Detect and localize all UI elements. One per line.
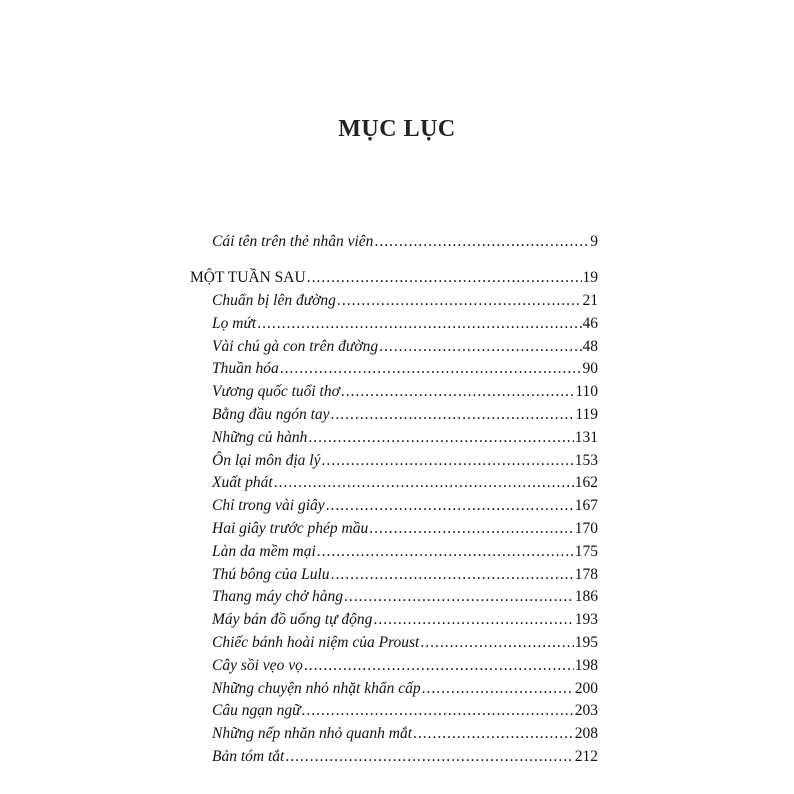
toc-entry-page: 212 — [574, 748, 598, 765]
toc-entry-page: 203 — [574, 702, 598, 720]
toc-entry-label: Chỉ trong vài giây — [212, 497, 325, 515]
toc-entry-label: Vài chú gà con trên đường — [212, 337, 379, 355]
toc-entry-label: Xuất phát — [212, 474, 273, 492]
dot-leader — [257, 313, 581, 335]
toc-entry — [212, 450, 598, 472]
toc-entry-page: 90 — [582, 360, 598, 378]
toc-entry — [212, 586, 598, 608]
dot-leader — [307, 267, 582, 289]
toc-entry-label: Những củ hành — [212, 428, 308, 446]
toc-entry-page: 46 — [582, 314, 598, 332]
toc-entry-page: 178 — [574, 565, 598, 583]
toc-entry-label: Câu ngạn ngữ — [212, 702, 301, 720]
toc-entry — [212, 404, 598, 426]
dot-leader — [285, 746, 573, 768]
toc-entry — [212, 313, 598, 335]
toc-entry — [212, 609, 598, 631]
dot-leader — [344, 586, 574, 608]
toc-entry — [212, 290, 598, 312]
dot-leader — [413, 723, 574, 745]
toc-entry-label: Thú bông của Lulu — [212, 565, 330, 583]
toc-entry — [212, 472, 598, 494]
dot-leader — [317, 541, 574, 563]
toc-entry-page: 110 — [575, 383, 598, 401]
toc-entry-page: 198 — [574, 656, 598, 674]
dot-leader — [420, 632, 573, 654]
toc-entry — [212, 746, 598, 768]
toc-entry — [212, 541, 598, 563]
toc-entry-page: 48 — [582, 337, 598, 355]
toc-entry-intro — [212, 231, 598, 253]
dot-leader — [341, 381, 574, 403]
toc-entry-label: Cây sồi vẹo vọ — [212, 656, 303, 674]
toc-entry — [212, 358, 598, 380]
toc-entry-page: 153 — [574, 451, 598, 469]
toc-entry — [212, 381, 598, 403]
toc-entry-label: Bản tóm tắt — [212, 748, 285, 765]
dot-leader — [369, 518, 574, 540]
toc-entry-label: Ôn lại môn địa lý — [212, 451, 321, 469]
dot-leader — [326, 495, 574, 517]
toc-entry-page: 9 — [590, 233, 598, 250]
dot-leader — [308, 427, 573, 449]
toc-entry-page: 21 — [582, 292, 598, 309]
toc-entry-label: Bằng đầu ngón tay — [212, 406, 330, 423]
toc-entry — [212, 678, 598, 700]
toc-entry-page: 119 — [575, 406, 598, 423]
dot-leader — [331, 564, 574, 586]
toc-entry-page: 170 — [574, 520, 598, 537]
toc-entry-page: 200 — [574, 679, 598, 697]
toc-entry-label: Chuẩn bị lên đường — [212, 292, 336, 309]
dot-leader — [331, 404, 575, 426]
page-title: MỤC LỤC — [338, 116, 456, 142]
toc-entry-label: Hai giây trước phép mầu — [212, 520, 369, 537]
dot-leader — [302, 700, 574, 722]
toc-entry-page: 131 — [574, 428, 598, 446]
dot-leader — [374, 231, 589, 253]
toc-entry-label: Những nếp nhăn nhỏ quanh mắt — [212, 725, 413, 743]
dot-leader — [322, 450, 574, 472]
toc-entry-page: 167 — [574, 497, 598, 515]
toc-entry-label: Vương quốc tuổi thơ — [212, 383, 340, 401]
toc-entry — [212, 564, 598, 586]
toc-entry-label: Làn da mềm mại — [212, 542, 316, 560]
toc-entry — [212, 632, 598, 654]
toc-entry-page: 193 — [574, 611, 598, 629]
toc-entry — [212, 427, 598, 449]
toc-entry-label: Thang máy chở hàng — [212, 588, 343, 606]
dot-leader — [280, 358, 582, 380]
toc-entry-page: 162 — [574, 474, 598, 492]
toc-entry — [212, 700, 598, 722]
toc-part-heading — [190, 267, 598, 289]
dot-leader — [379, 336, 581, 358]
toc-entry — [212, 723, 598, 745]
dot-leader — [337, 290, 582, 312]
toc-entry-page: 186 — [574, 588, 598, 606]
toc-entry — [212, 336, 598, 358]
toc-entry-label: Máy bán đồ uống tự động — [212, 611, 373, 629]
toc-entry — [212, 655, 598, 677]
toc-part-page: 19 — [582, 269, 598, 286]
dot-leader — [373, 609, 573, 631]
dot-leader — [422, 678, 574, 700]
toc-entry-label: Thuần hóa — [212, 360, 279, 378]
toc-entry-label: Lọ mứt — [212, 314, 257, 332]
toc-entry — [212, 518, 598, 540]
dot-leader — [304, 655, 574, 677]
toc-entry-label: Chiếc bánh hoài niệm của Proust — [212, 634, 420, 651]
dot-leader — [274, 472, 574, 494]
toc-entry-page: 208 — [574, 725, 598, 743]
toc-entry-page: 175 — [574, 542, 598, 560]
toc-entry-page: 195 — [574, 634, 598, 651]
toc-entry — [212, 495, 598, 517]
toc-entry-label: Cái tên trên thẻ nhân viên — [212, 233, 374, 250]
toc-part-label: MỘT TUẦN SAU — [190, 269, 306, 286]
toc-entry-label: Những chuyện nhỏ nhặt khẩn cấp — [212, 679, 421, 697]
